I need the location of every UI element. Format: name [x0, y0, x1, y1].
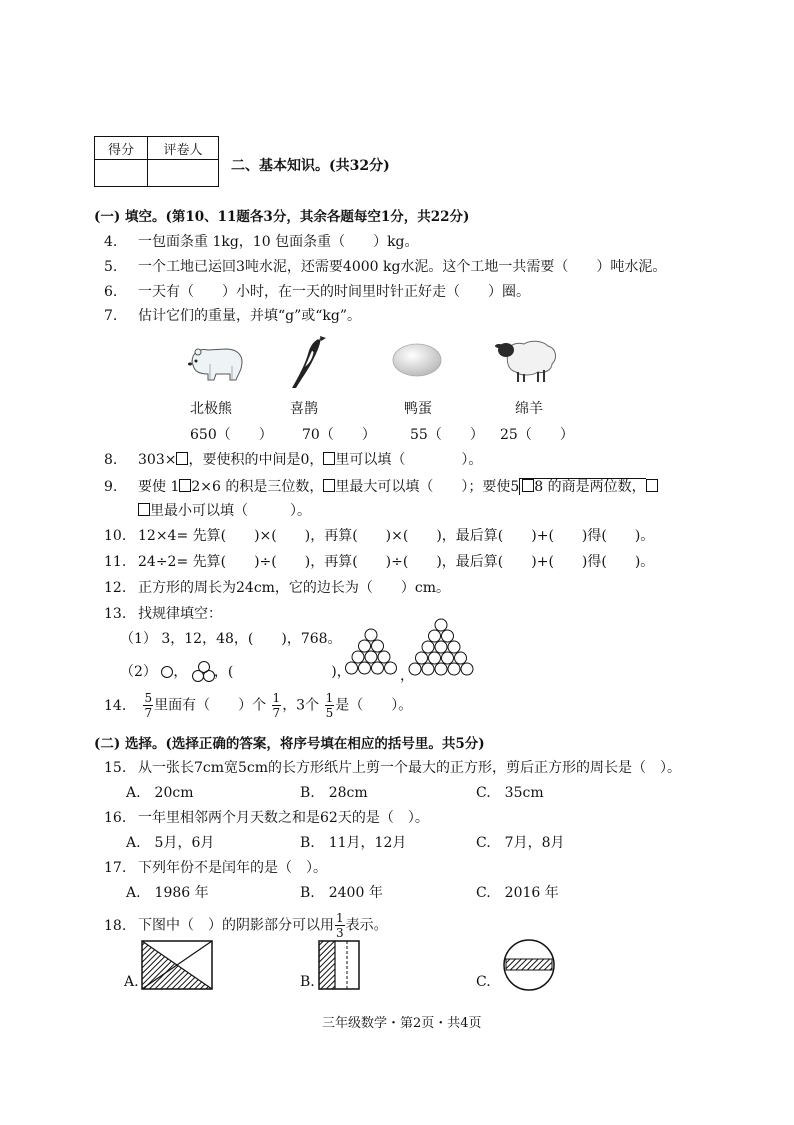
question-17: 17. 下列年份不是闰年的是（ ）。 [104, 860, 327, 876]
blank-box [323, 479, 335, 492]
question-9-line2: 里最小可以填（ ）。 [138, 500, 311, 520]
q16-option-c[interactable]: C. 7月，8月 [476, 835, 565, 851]
question-8: 8. 303× ，要使积的中间是0， 里可以填（ ）。 [104, 452, 483, 468]
question-6-text: 一天有（ ）小时，在一天的时间里时针正好走（ ）圈。 [138, 284, 530, 300]
figure-a-rectangle [141, 940, 213, 990]
blank-box [179, 479, 191, 492]
part1-title: (一) 填空。(第10、11题各3分，其余各题每空1分，共22分) [94, 209, 470, 225]
question-13-comma: ， [400, 668, 414, 684]
question-9: 9. 要使 1 2×6 的积是三位数， 里最大可以填（ ）；要使5 8 的商是两位数， [104, 476, 658, 496]
q18-option-b[interactable]: B. [300, 974, 315, 990]
question-4: 4. 一包面条重 1kg，10 包面条重（ ）kg。 [104, 234, 419, 250]
circles-3-icon [192, 665, 214, 679]
q15-option-a[interactable]: A. 20cm [126, 785, 194, 801]
sheep-label: 绵羊 [515, 401, 543, 417]
page-footer: 三年级数学・第2页・共4页 [322, 1016, 482, 1031]
question-12: 12. 正方形的周长为24cm，它的边长为（ ）cm。 [104, 580, 451, 596]
blank-box [176, 452, 188, 465]
blank-box [138, 503, 150, 516]
fraction-5-7: $\frac{5}{7}$ [144, 691, 153, 720]
question-7: 7. 估计它们的重量，并填“g”或“kg”。 [104, 308, 362, 324]
grader-cell[interactable] [148, 160, 219, 187]
section-title: 二、基本知识。(共32分) [231, 158, 390, 174]
question-10: 10. 12×4= 先算( )×( )，再算( )×( )，最后算( )+( )得( )。 [104, 528, 655, 544]
question-5: 5. 一个工地已运回3吨水泥，还需要4000 kg水泥。这个工地一共需要（ ）吨水泥。 [104, 259, 667, 275]
blank-box [646, 479, 658, 492]
duck-egg-icon [392, 342, 442, 378]
q16-option-a[interactable]: A. 5月，6月 [126, 835, 215, 851]
q17-option-b[interactable]: B. 2400 年 [300, 885, 383, 901]
q17-option-a[interactable]: A. 1986 年 [126, 885, 209, 901]
q15-option-b[interactable]: B. 28cm [300, 785, 368, 801]
circles-15-icon [406, 618, 476, 680]
magpie-weight-blank[interactable]: 70（ ） [302, 427, 376, 443]
q17-option-c[interactable]: C. 2016 年 [476, 885, 559, 901]
circle-1-icon [161, 666, 173, 678]
fraction-1-7: $\frac{1}{7}$ [272, 691, 281, 720]
question-13: 13. 找规律填空： [104, 606, 222, 622]
q16-option-b[interactable]: B. 11月，12月 [300, 835, 407, 851]
fraction-1-3: $\frac{1}{3}$ [336, 911, 344, 940]
score-cell[interactable] [95, 160, 148, 187]
egg-label: 鸭蛋 [404, 401, 432, 417]
magpie-label: 喜鹊 [290, 401, 318, 417]
score-header: 得分 [95, 137, 148, 160]
question-14: 14. $\frac{5}{7}$ 里面有（ ）个 $\frac{1}{7}$ ，3个 $\frac{1}{5}$ 是（ ）。 [104, 691, 413, 720]
bear-label: 北极熊 [190, 401, 232, 417]
question-4-text: 一包面条重 1kg，10 包面条重（ ）kg。 [138, 234, 419, 250]
question-13-sub2: （2） ， ，( )， [120, 661, 351, 681]
question-15: 15. 从一张长7cm宽5cm的长方形纸片上剪一个最大的正方形，剪后正方形的周长是（ ）。 [104, 760, 682, 776]
figure-b-rectangle [318, 940, 360, 990]
q15-option-c[interactable]: C. 35cm [476, 785, 544, 801]
magpie-icon [288, 332, 328, 390]
part2-title: (二) 选择。(选择正确的答案，将序号填在相应的括号里。共5分) [94, 736, 485, 752]
q18-option-c[interactable]: C. [476, 974, 491, 990]
question-13-sub1: （1） 3，12，48，( )，768。 [120, 631, 342, 647]
blank-box [522, 479, 534, 492]
score-table [94, 136, 219, 187]
question-6: 6. 一天有（ ）小时，在一天的时间里时针正好走（ ）圈。 [104, 284, 530, 300]
question-16: 16. 一年里相邻两个月天数之和是62天的是（ ）。 [104, 810, 429, 826]
figure-c-circle [502, 938, 556, 992]
sheep-weight-blank[interactable]: 25（ ） [500, 427, 574, 443]
blank-box [323, 452, 335, 465]
question-11: 11. 24÷2= 先算( )÷( )，再算( )÷( )，最后算( )+( )得( )。 [104, 554, 655, 570]
q18-option-a[interactable]: A. [124, 974, 139, 990]
question-5-text: 一个工地已运回3吨水泥，还需要4000 kg水泥。这个工地一共需要（ ）吨水泥。 [138, 259, 667, 275]
fraction-1-5: $\frac{1}{5}$ [325, 691, 334, 720]
circles-10-icon [343, 628, 399, 680]
grader-header: 评卷人 [148, 137, 219, 160]
bear-weight-blank[interactable]: 650（ ） [190, 427, 273, 443]
polar-bear-icon [186, 342, 246, 384]
question-7-text: 估计它们的重量，并填“g”或“kg”。 [138, 308, 362, 324]
egg-weight-blank[interactable]: 55（ ） [410, 427, 484, 443]
question-18: 18. 下图中（ ）的阴影部分可以用 $\frac{1}{3}$ 表示。 [104, 911, 388, 940]
sheep-icon [494, 334, 560, 386]
